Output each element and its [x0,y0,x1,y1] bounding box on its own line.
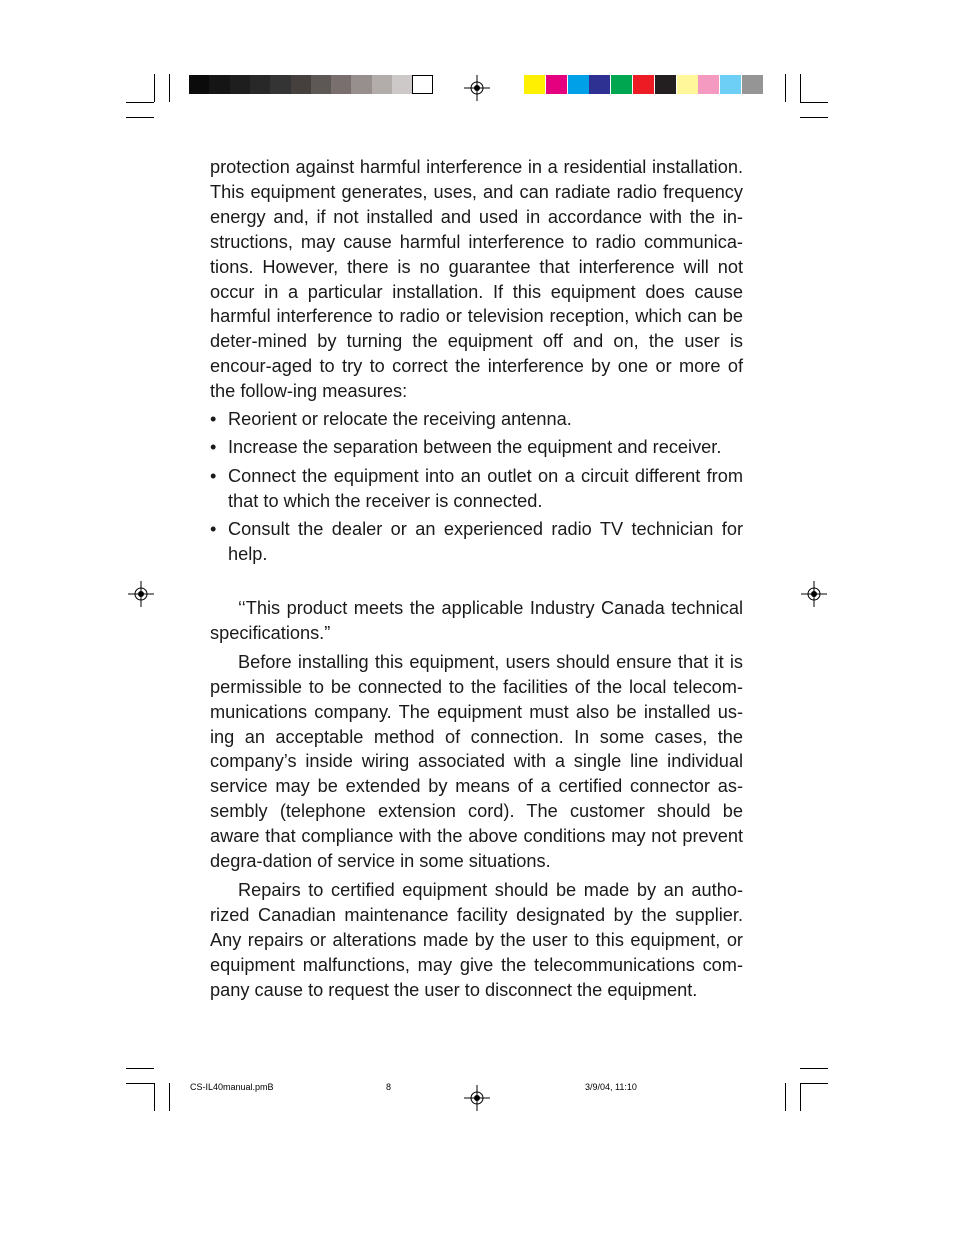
gray-swatch [230,75,251,94]
crop-mark [785,74,786,102]
gray-swatch [412,75,433,94]
color-swatch [677,75,698,94]
registration-mark-icon [801,581,827,607]
list-item-text: Consult the dealer or an experienced radio TV technician for help. [228,519,743,565]
gray-swatch [209,75,230,94]
installation-paragraph: Before installing this equipment, users should ensure that it is permissible to be connected to the facilities of the local telecom-munications company. The equipment must also be installed us-ing an acceptable method of connection. In some cases, the company’s inside wiring associated with a single line individual service may be extended by means of a certified connector as-sembly (telephone extension cord). The customer should be aware that compliance with the above conditions may not prevent degra-dation of service in some situations. [210,651,743,872]
list-item [210,517,743,567]
crop-mark [154,1083,155,1111]
list-item [210,435,743,460]
crop-mark [800,1068,828,1069]
repairs-paragraph: Repairs to certified equipment should be made by an autho-rized Canadian maintenance facility designated by the supplier. Any repairs or alterations made by the user to this equipment, or equipment malfunctions, may give the telecommunications com-pany cause to request the user to disconnect the equipment. [210,879,743,1000]
crop-mark [785,1083,786,1111]
crop-mark [800,1083,801,1111]
crop-mark [800,102,828,103]
fcc-paragraph: protection against harmful interference in a residential installation. This equipment generates, uses, and can radiate radio frequency energy and, if not installed and used in accordance with the in-structions, may cause harmful interference to radio communica-tions. However, there is no guarantee that interference will not occur in a particular installation. If this equipment does cause harmful interference to radio or television reception, which can be deter-mined by turning the equipment off and on, the user is encour-aged to try to correct the interference by one or more of the follow-ing measures: [210,157,743,402]
registration-mark-icon [128,581,154,607]
crop-mark [800,74,801,102]
color-swatch [568,75,589,94]
gray-swatch [250,75,271,94]
interference-measures-list [210,407,743,567]
registration-mark-icon [464,1085,490,1111]
crop-mark [126,1083,154,1084]
crop-mark [800,117,828,118]
color-swatch [611,75,632,94]
bullet-icon: • [210,409,217,430]
list-item [210,407,743,432]
color-swatch [655,75,676,94]
color-swatch [633,75,654,94]
gray-swatch [392,75,413,94]
bullet-icon: • [210,465,217,486]
crop-mark [126,117,154,118]
page-body [210,155,743,1003]
list-item [210,464,743,514]
gray-swatch [291,75,312,94]
list-item-text: Increase the separation between the equipment and receiver. [228,437,722,458]
footer-filename: CS-IL40manual.pmB [190,1082,274,1092]
gray-swatch [351,75,372,94]
crop-mark [126,102,154,103]
bullet-icon: • [210,519,217,540]
crop-mark [169,74,170,102]
registration-mark-icon [464,75,490,101]
crop-mark [169,1083,170,1111]
color-swatch [698,75,719,94]
crop-mark [800,1083,828,1084]
color-swatch [742,75,763,94]
gray-swatch [331,75,352,94]
list-item-text: Reorient or relocate the receiving antenna. [228,409,572,430]
gray-swatch [311,75,332,94]
color-swatch [589,75,610,94]
crop-mark [126,1068,154,1069]
color-swatch [720,75,741,94]
color-swatch [546,75,567,94]
list-item-text: Connect the equipment into an outlet on a circuit different from that to which the receiver is connected. [228,465,743,511]
bullet-icon: • [210,437,217,458]
gray-swatch [372,75,393,94]
color-swatch [524,75,545,94]
gray-swatch [189,75,210,94]
crop-mark [154,74,155,102]
gray-swatch [270,75,291,94]
footer-page-number: 8 [386,1082,392,1092]
industry-canada-statement: ‘‘This product meets the applicable Industry Canada technical specifications.” [210,598,743,643]
footer-timestamp: 3/9/04, 11:10 [585,1082,637,1092]
